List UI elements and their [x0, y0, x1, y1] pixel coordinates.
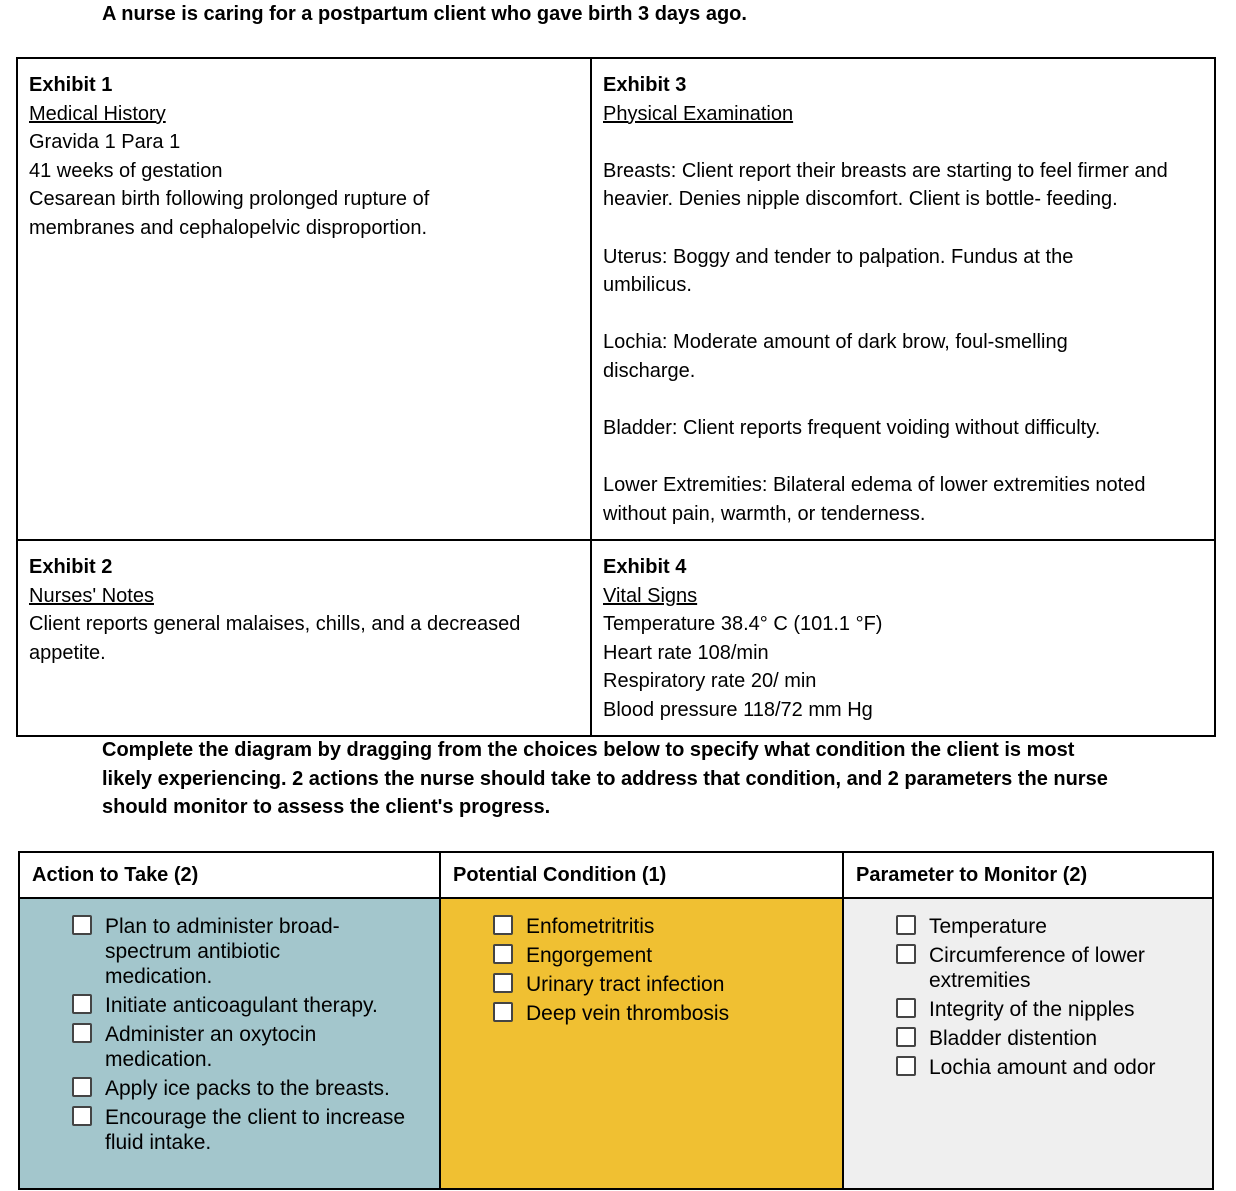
drag-diagram: [18, 851, 1214, 1190]
exhibit-3-subtitle: Physical Examination: [603, 102, 794, 125]
exhibit-1-title: Exhibit 1: [29, 74, 113, 96]
action-option[interactable]: Initiate anticoagulant therapy.: [72, 993, 429, 1018]
exhibit-2-title: Exhibit 2: [29, 556, 113, 578]
action-choices: [19, 898, 440, 1189]
exam-lower-extremities: Lower Extremities: Bilateral edema of lower extremities noted without pain, warmth, or tenderness.: [603, 474, 1146, 525]
action-option[interactable]: Encourage the client to increase fluid intake.: [72, 1105, 429, 1155]
parameter-option[interactable]: Bladder distention: [896, 1026, 1202, 1051]
vital-temperature: Temperature 38.4° C (101.1 °F): [603, 613, 883, 636]
action-option[interactable]: Plan to administer broad-spectrum antibiotic medication.: [72, 914, 429, 989]
vital-heart-rate: Heart rate 108/min: [603, 641, 769, 664]
checkbox[interactable]: [896, 944, 916, 964]
condition-option[interactable]: Engorgement: [493, 943, 832, 968]
exam-uterus: Uterus: Boggy and tender to palpation. Fundus at the umbilicus.: [603, 245, 1074, 297]
condition-option[interactable]: Deep vein thrombosis: [493, 1001, 832, 1026]
vital-blood-pressure: Blood pressure 118/72 mm Hg: [603, 698, 873, 721]
question-intro: A nurse is caring for a postpartum client who gave birth 3 days ago.: [102, 3, 747, 25]
action-option[interactable]: Apply ice packs to the breasts.: [72, 1076, 429, 1101]
exam-bladder: Bladder: Client reports frequent voiding without difficulty.: [603, 417, 1101, 440]
checkbox[interactable]: [72, 994, 92, 1014]
checkbox[interactable]: [72, 1023, 92, 1043]
checkbox[interactable]: [896, 915, 916, 935]
exhibit-1-subtitle: Medical History: [29, 102, 166, 125]
instructions: Complete the diagram by dragging from the choices below to specify what condition the client is most likely experiencing. 2 actions the nurse should take to address that condition, and 2 parameters the nurse should monitor to assess the client's progress.: [102, 739, 1108, 818]
exhibit-3-cell: [591, 58, 1215, 540]
exhibit-4-subtitle: Vital Signs: [603, 584, 698, 607]
parameter-option[interactable]: Integrity of the nipples: [896, 997, 1202, 1022]
exhibit-1-line: Gravida 1 Para 1: [29, 131, 181, 154]
condition-header: Potential Condition (1): [440, 852, 843, 898]
checkbox[interactable]: [493, 1002, 513, 1022]
condition-choices: [440, 898, 843, 1189]
parameter-option[interactable]: Lochia amount and odor: [896, 1055, 1202, 1080]
parameter-header: Parameter to Monitor (2): [843, 852, 1213, 898]
exam-lochia: Lochia: Moderate amount of dark brow, foul-smelling discharge.: [603, 331, 1068, 382]
exhibit-4-cell: [591, 540, 1215, 736]
exhibit-4-title: Exhibit 4: [603, 556, 687, 578]
condition-option[interactable]: Enfometritritis: [493, 914, 832, 939]
checkbox[interactable]: [493, 944, 513, 964]
checkbox[interactable]: [72, 1106, 92, 1126]
exhibit-1-cell: [17, 58, 591, 540]
exam-breasts: Breasts: Client report their breasts are starting to feel firmer and heavier. Denies nipple discomfort. Client is bottle- feeding.: [603, 159, 1168, 211]
vital-respiratory-rate: Respiratory rate 20/ min: [603, 670, 817, 693]
checkbox[interactable]: [493, 973, 513, 993]
checkbox[interactable]: [896, 998, 916, 1018]
exhibit-2-subtitle: Nurses' Notes: [29, 584, 154, 607]
parameter-option[interactable]: Circumference of lower extremities: [896, 943, 1202, 993]
exhibit-2-cell: [17, 540, 591, 736]
condition-option[interactable]: Urinary tract infection: [493, 972, 832, 997]
checkbox[interactable]: [72, 915, 92, 935]
checkbox[interactable]: [493, 915, 513, 935]
checkbox[interactable]: [896, 1027, 916, 1047]
action-option[interactable]: Administer an oxytocin medication.: [72, 1022, 429, 1072]
exhibits-table: [16, 57, 1216, 737]
exhibit-1-line: 41 weeks of gestation: [29, 159, 223, 182]
parameter-option[interactable]: Temperature: [896, 914, 1202, 939]
exhibit-3-title: Exhibit 3: [603, 74, 687, 96]
checkbox[interactable]: [896, 1056, 916, 1076]
action-header: Action to Take (2): [19, 852, 440, 898]
exhibit-1-line: Cesarean birth following prolonged rupture of membranes and cephalopelvic disproportion.: [29, 188, 430, 239]
parameter-choices: [843, 898, 1213, 1189]
checkbox[interactable]: [72, 1077, 92, 1097]
nurses-notes-text: Client reports general malaises, chills, and a decreased appetite.: [29, 613, 521, 664]
